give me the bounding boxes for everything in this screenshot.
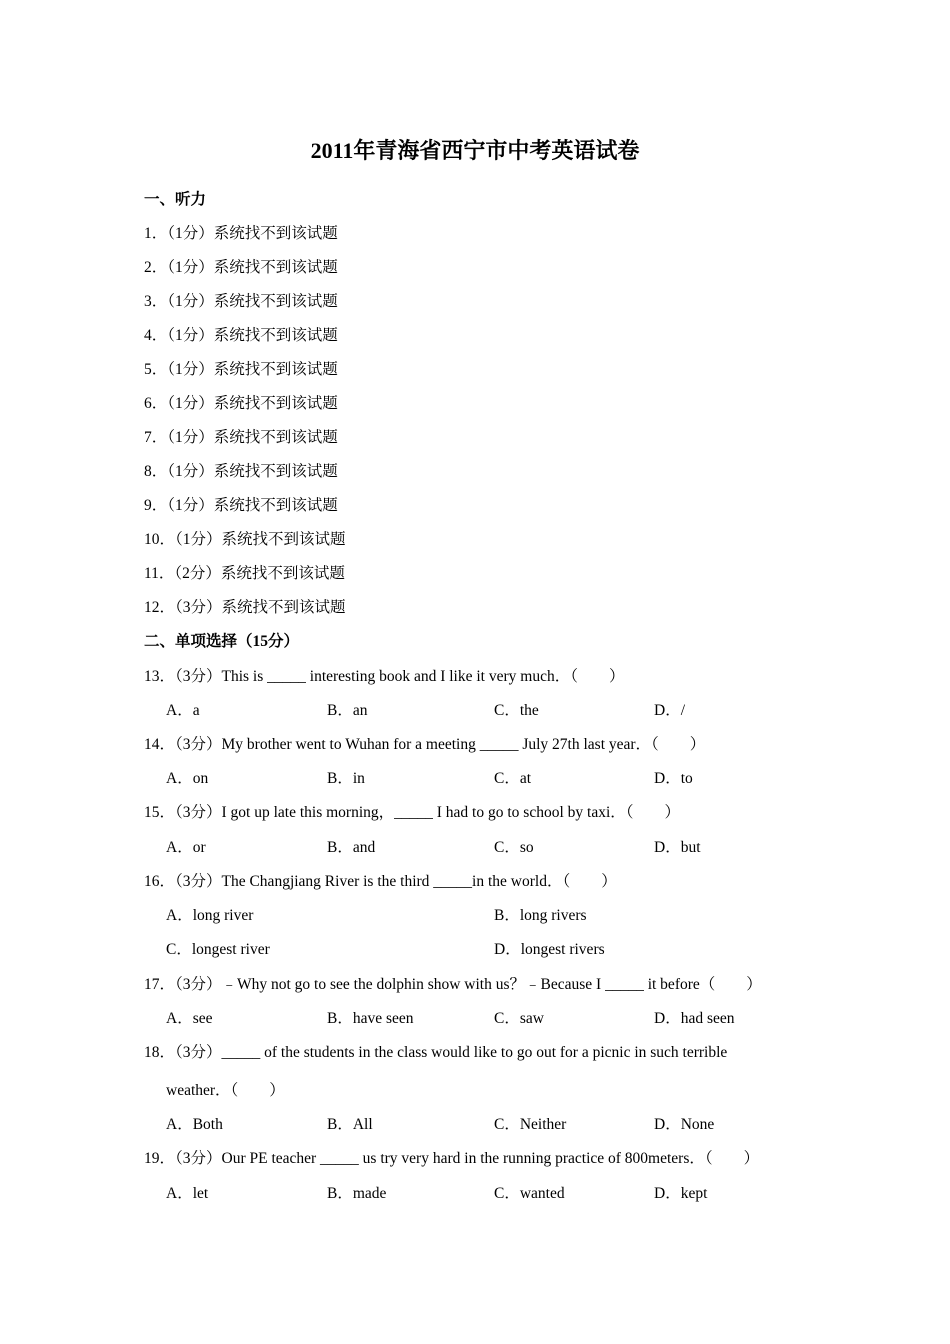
listening-item: 9．（1分）系统找不到该试题 <box>144 497 338 514</box>
question-stem: 14．（3分）My brother went to Wuhan for a meeting _____ July 27th last year．（ ） <box>144 736 706 753</box>
option-d: D．None <box>654 1116 715 1133</box>
option-c: C．saw <box>494 1010 544 1027</box>
listening-item: 8．（1分）系统找不到该试题 <box>144 463 338 480</box>
option-c: C．the <box>494 702 539 719</box>
option-c: C．at <box>494 770 532 787</box>
option-a: A．on <box>166 770 209 787</box>
option-d: D．but <box>654 839 701 856</box>
option-d: D．to <box>654 770 693 787</box>
option-b: B．made <box>327 1185 387 1202</box>
option-a: A．or <box>166 839 206 856</box>
listening-item: 3．（1分）系统找不到该试题 <box>144 293 338 310</box>
option-b: B．and <box>327 839 376 856</box>
option-d: D．/ <box>654 702 686 719</box>
question-stem: 18．（3分）_____ of the students in the class would like to go out for a picnic in such terrible <box>144 1044 728 1061</box>
listening-item: 5．（1分）系统找不到该试题 <box>144 361 338 378</box>
option-b: B．have seen <box>327 1010 414 1027</box>
exam-title: 2011年青海省西宁市中考英语试卷 <box>310 138 640 163</box>
option-a: A．long river <box>166 907 254 924</box>
option-a: A．a <box>166 702 200 719</box>
section-heading-choice: 二、单项选择（15分） <box>144 633 300 650</box>
option-b: B．All <box>327 1116 373 1133</box>
option-c: C．so <box>494 839 534 856</box>
listening-item: 11．（2分）系统找不到该试题 <box>144 565 345 582</box>
question-stem: 17．（3分）﹣Why not go to see the dolphin show with us？﹣Because I _____ it before（ ） <box>144 976 762 993</box>
question-stem: 19．（3分）Our PE teacher _____ us try very hard in the running practice of 800meters．（ ） <box>144 1150 760 1167</box>
option-d: D．had seen <box>654 1010 735 1027</box>
listening-item: 7．（1分）系统找不到该试题 <box>144 429 338 446</box>
question-stem-continuation: weather．（ ） <box>166 1082 285 1099</box>
option-a: A．Both <box>166 1116 223 1133</box>
option-a: A．see <box>166 1010 213 1027</box>
option-b: B．an <box>327 702 368 719</box>
option-c: C．longest river <box>166 941 270 958</box>
option-b: B．long rivers <box>494 907 587 924</box>
listening-item: 12．（3分）系统找不到该试题 <box>144 599 346 616</box>
listening-item: 2．（1分）系统找不到该试题 <box>144 259 338 276</box>
option-a: A．let <box>166 1185 209 1202</box>
option-c: C．Neither <box>494 1116 567 1133</box>
question-stem: 15．（3分）I got up late this morning，_____ I had to go to school by taxi．（ ） <box>144 804 680 821</box>
question-stem: 13．（3分）This is _____ interesting book and I like it very much．（ ） <box>144 668 625 685</box>
section-heading-listening: 一、听力 <box>144 191 207 208</box>
listening-item: 4．（1分）系统找不到该试题 <box>144 327 338 344</box>
option-d: D．longest rivers <box>494 941 605 958</box>
option-b: B．in <box>327 770 365 787</box>
question-stem: 16．（3分）The Changjiang River is the third _____in the world．（ ） <box>144 873 617 890</box>
listening-item: 1．（1分）系统找不到该试题 <box>144 225 338 242</box>
option-d: D．kept <box>654 1185 708 1202</box>
listening-item: 10．（1分）系统找不到该试题 <box>144 531 346 548</box>
listening-item: 6．（1分）系统找不到该试题 <box>144 395 338 412</box>
option-c: C．wanted <box>494 1185 565 1202</box>
